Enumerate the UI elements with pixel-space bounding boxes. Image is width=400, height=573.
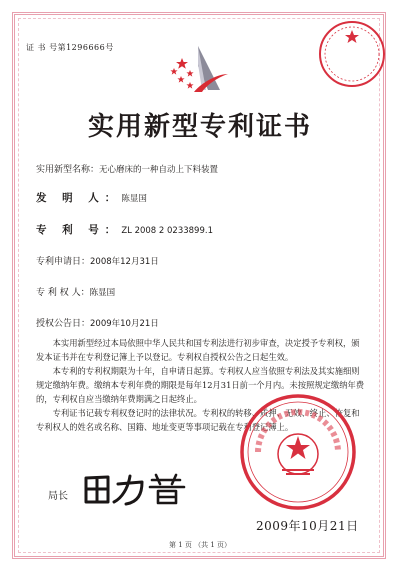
certificate-number: 证 书 号第1296666号 bbox=[26, 43, 114, 52]
grant-date-label: 授权公告日： bbox=[36, 319, 91, 329]
official-red-seal-icon bbox=[238, 392, 358, 512]
inventor-label: 发 明 人： bbox=[36, 192, 122, 204]
body-paragraph-1: 本实用新型经过本局依照中华人民共和国专利法进行初步审查，决定授予专利权，颁发本证书并在专利登记簿上予以登记。专利权自授权公告之日起生效。 bbox=[36, 338, 360, 362]
patent-number-row bbox=[36, 222, 213, 237]
page-number: 第 1 页 （共 1 页） bbox=[168, 541, 232, 549]
patentee-value: 陈显国 bbox=[89, 288, 116, 298]
grant-date-row bbox=[36, 316, 159, 329]
issue-date: 2009年10月21日 bbox=[256, 519, 359, 533]
utility-model-name-row bbox=[36, 162, 218, 175]
sipo-emblem-icon bbox=[168, 44, 230, 94]
filing-date-value: 2008年12月31日 bbox=[90, 257, 159, 267]
patentee-label: 专 利 权 人： bbox=[36, 288, 90, 298]
body-paragraph-3: 专利证书记载专利权登记时的法律状况。专利权的转移、质押、无效、终止、恢复和专利权人的姓名或名称、国籍、地址变更等事项记载在专利登记簿上。 bbox=[36, 408, 360, 432]
body-paragraph-2: 本专利的专利权期限为十年，自申请日起算。专利权人应当依照专利法及其实施细则规定缴纳年费。缴纳本专利年费的期限是每年12月31日前一个月内。未按照规定缴纳年费的，专利权自应当缴纳年费期满之日起终止。 bbox=[36, 366, 365, 404]
patentee-row bbox=[36, 285, 115, 298]
patent-number-value: ZL 2008 2 0233899.1 bbox=[121, 226, 213, 236]
inventor-row bbox=[36, 190, 147, 205]
grant-date-value: 2009年10月21日 bbox=[90, 319, 159, 329]
director-signature-icon bbox=[80, 472, 190, 506]
certificate-title: 实用新型专利证书 bbox=[87, 112, 312, 142]
director-label: 局长 bbox=[48, 491, 68, 502]
patent-number-label: 专 利 号： bbox=[36, 224, 122, 236]
utility-model-name-value: 无心磨床的一种自动上下料装置 bbox=[99, 165, 219, 175]
filing-date-label: 专利申请日： bbox=[36, 257, 91, 267]
agency-seal-stamp-icon bbox=[316, 18, 388, 90]
filing-date-row bbox=[36, 254, 159, 267]
utility-model-name-label: 实用新型名称： bbox=[36, 165, 100, 175]
inventor-value: 陈显国 bbox=[121, 194, 147, 204]
